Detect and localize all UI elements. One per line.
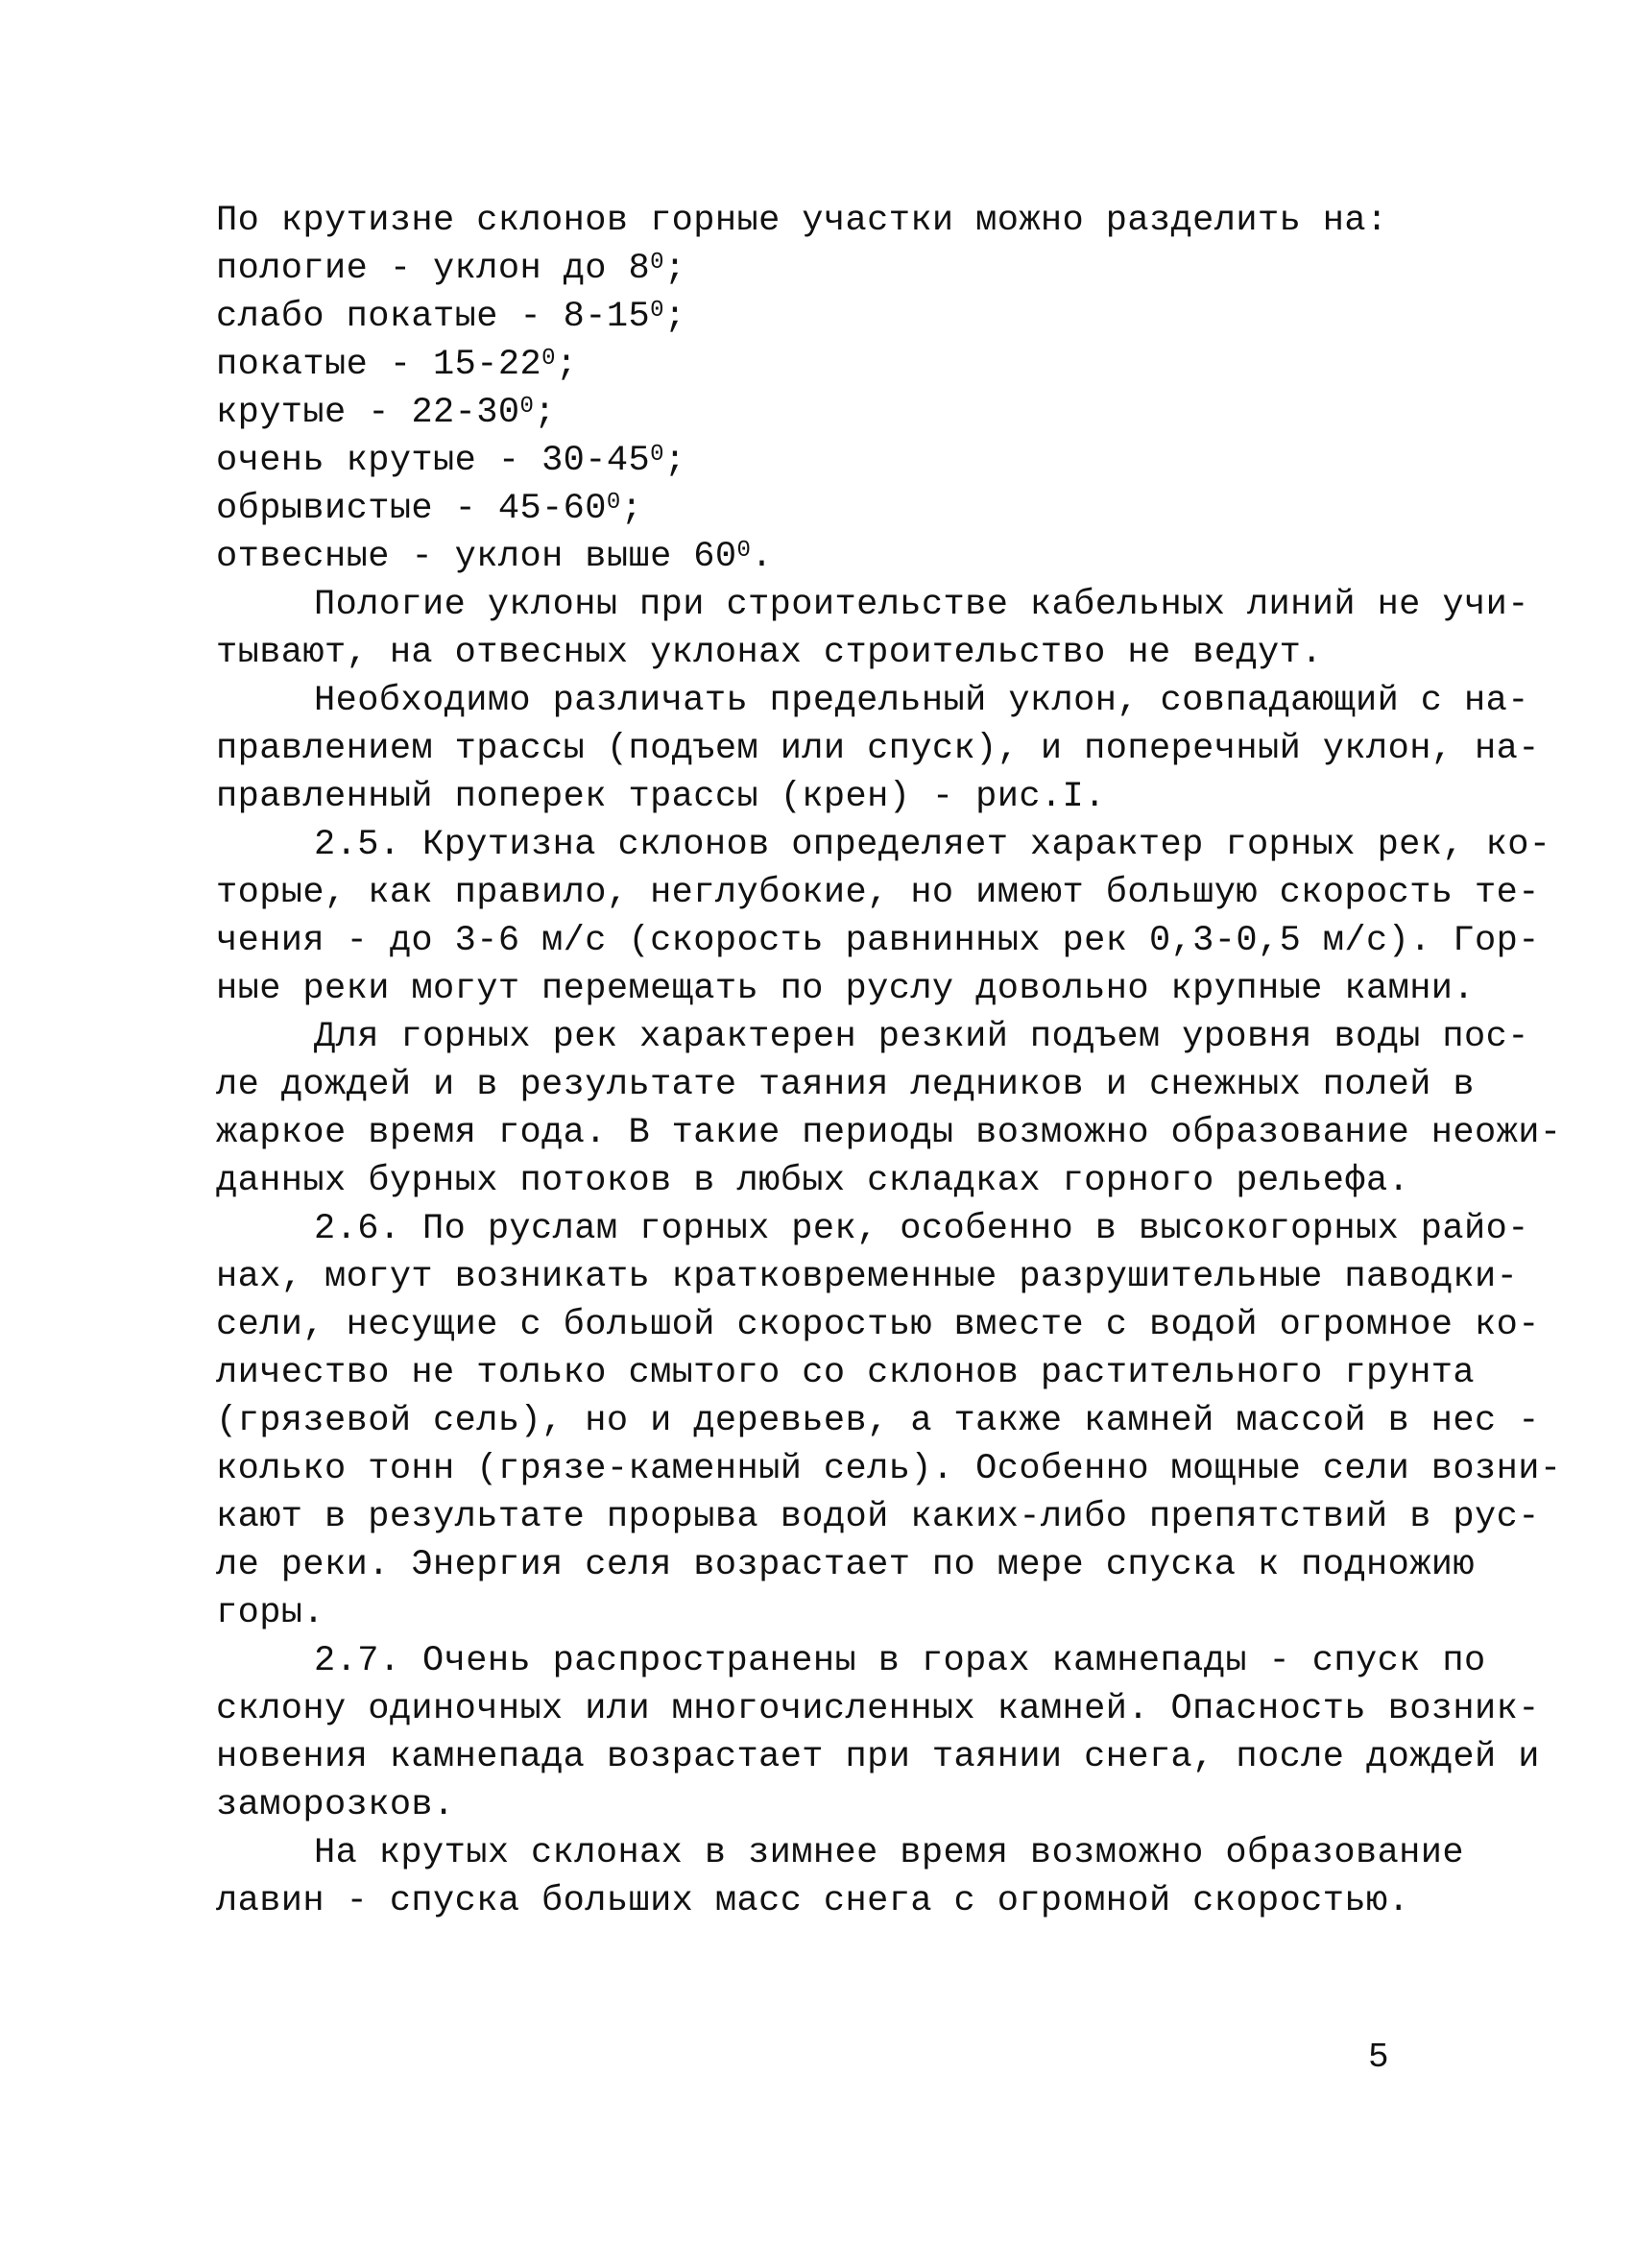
slope-range: 45-60 — [497, 489, 607, 529]
page-number: 5 — [1368, 2038, 1389, 2077]
slope-line: покатые - $15-22^0$; — [216, 345, 578, 385]
degree-sign: 0 — [650, 442, 664, 468]
paragraph-line: Необходимо различать предельный уклон, совпадающий с на- — [314, 681, 1529, 721]
degree-sign: 0 — [541, 346, 556, 372]
paragraph-line: тывают, на отвесных уклонах строительство не ведут. — [216, 633, 1323, 673]
paragraph-line: новения камнепада возрастает при таянии снега, после дождей и — [216, 1737, 1540, 1777]
intro-line — [216, 197, 1430, 245]
paragraph-line: правленный поперек трассы (крен) - рис.I. — [216, 777, 1106, 817]
degree-sign: 0 — [606, 490, 621, 516]
paragraph-line: личество не только смытого со склонов растительного грунта — [216, 1353, 1476, 1393]
paragraph-line: ле дождей и в результате таяния ледников и снежных полей в — [216, 1065, 1476, 1105]
paragraph-line: ные реки могут перемещать по руслу довольно крупные камни. — [216, 969, 1476, 1009]
slope-name: очень крутые — [216, 441, 477, 481]
paragraph-line: лавин - спуска больших масс снега с огромной скоростью. — [216, 1881, 1410, 1921]
paragraph-line: (грязевой сель), но и деревьев, а также камней массой в нес - — [216, 1401, 1540, 1441]
paragraph-line: Пологие уклоны при строительстве кабельных линий не учи- — [314, 585, 1529, 625]
paragraph-line: чения - до 3-6 м/с (скорость равнинных рек 0,3-0,5 м/с). Гор- — [216, 921, 1540, 961]
paragraph — [216, 581, 1529, 677]
paragraphs — [216, 581, 1562, 1925]
paragraph-line: 2.7. Очень распространены в горах камнепады - спуск по — [314, 1641, 1486, 1681]
paragraph-line: На крутых склонах в зимнее время возможно образование — [314, 1833, 1464, 1873]
paragraph-line: жаркое время года. В такие периоды возможно образование неожи- — [216, 1113, 1562, 1153]
slope-range: 22-30 — [411, 393, 520, 433]
paragraph-line: кают в результате прорыва водой каких-либо препятствий в рус- — [216, 1497, 1540, 1537]
slope-range: 8-15 — [563, 297, 651, 337]
paragraph-line: 2.6. По руслам горных рек, особенно в высокогорных райо- — [314, 1209, 1529, 1249]
slope-range: уклон выше 60 — [454, 537, 737, 577]
slope-line: пологие - уклон до $8^0$; — [216, 249, 686, 289]
paragraph-line: заморозков. — [216, 1785, 455, 1825]
degree-sign: 0 — [650, 298, 664, 324]
slope-range: 30-45 — [541, 441, 651, 481]
paragraph-line: нах, могут возникать кратковременные разрушительные паводки- — [216, 1257, 1519, 1297]
paragraph-line: горы. — [216, 1593, 325, 1633]
slope-name: пологие — [216, 249, 369, 289]
slope-name: обрывистые — [216, 489, 434, 529]
paragraph — [216, 1013, 1562, 1205]
slope-name: слабо покатые — [216, 297, 498, 337]
paragraph — [216, 1205, 1562, 1637]
paragraph — [216, 1829, 1464, 1925]
slope-line: слабо покатые - $8-15^0$; — [216, 297, 686, 337]
paragraph-line: 2.5. Крутизна склонов определяет характер горных рек, ко- — [314, 825, 1551, 865]
intro-text: По крутизне склонов горные участки можно разделить на: — [216, 201, 1388, 241]
slope-name: крутые — [216, 393, 347, 433]
degree-sign: 0 — [736, 538, 752, 564]
paragraph-line: ле реки. Энергия селя возрастает по мере спуска к подножию — [216, 1545, 1476, 1585]
slope-name: покатые — [216, 345, 369, 385]
slope-line: обрывистые - $45-60^0$; — [216, 489, 643, 529]
paragraph-line: торые, как правило, неглубокие, но имеют большую скорость те- — [216, 873, 1540, 913]
paragraph-line: правлением трассы (подъем или спуск), и поперечный уклон, на- — [216, 729, 1540, 769]
degree-sign: 0 — [519, 394, 535, 420]
degree-sign: 0 — [650, 250, 664, 276]
slope-line: крутые - $22-30^0$; — [216, 393, 556, 433]
paragraph-line: склону одиночных или многочисленных камней. Опасность возник- — [216, 1689, 1540, 1729]
paragraph-line: данных бурных потоков в любых складках горного рельефа. — [216, 1161, 1410, 1201]
paragraph — [216, 677, 1540, 821]
paragraph-line: Для горных рек характерен резкий подъем уровня воды пос- — [314, 1017, 1529, 1057]
paragraph-line: сели, несущие с большой скоростью вместе с водой огромное ко- — [216, 1305, 1540, 1345]
slope-range: уклон до 8 — [433, 249, 651, 289]
paragraph-line: колько тонн (грязе-каменный сель). Особенно мощные сели возни- — [216, 1449, 1562, 1489]
slope-line: отвесные - уклон выше $60^0$. — [216, 537, 773, 577]
paragraph — [216, 1637, 1540, 1829]
slope-range: 15-22 — [433, 345, 542, 385]
slope-line: очень крутые - $30-45^0$; — [216, 441, 686, 481]
paragraph — [216, 821, 1551, 1013]
slope-name: отвесные — [216, 537, 390, 577]
text-block — [216, 197, 1562, 1925]
